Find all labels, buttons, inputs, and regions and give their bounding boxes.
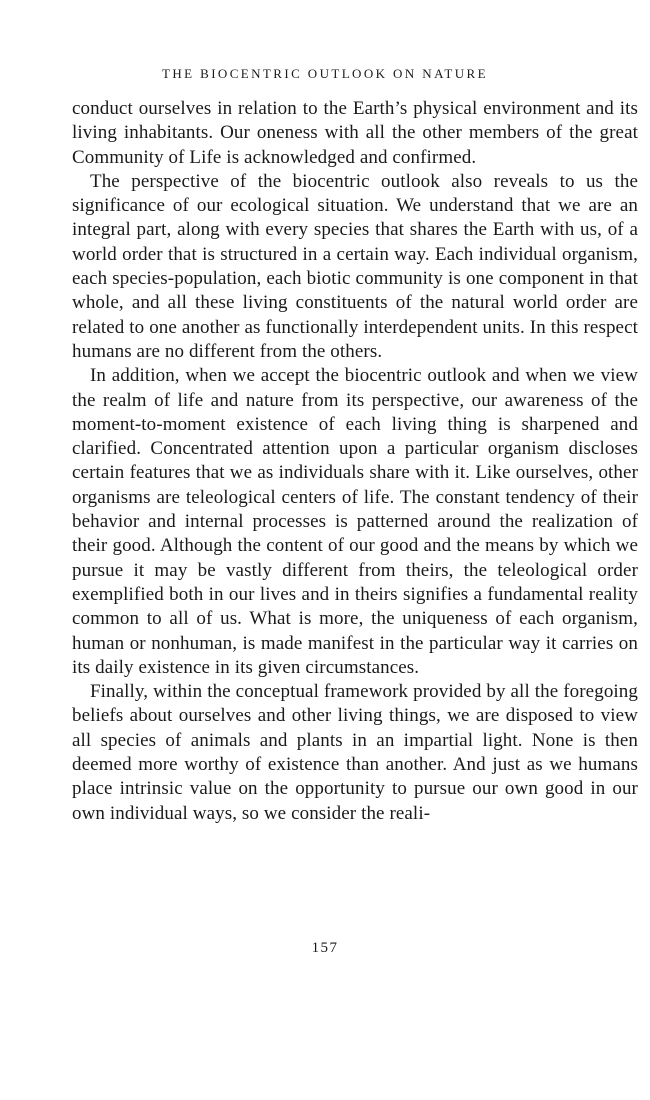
paragraph: The perspective of the biocentric outlook also reveals to us the significance of our ecological situation. We understand that we are an integral part, along with every species that shares the Earth with us, of a world order that is structured in a certain way. Each individual organism, each species-population, each biotic community is one component in that whole, and all these living constituents of the natural world order are related to one another as functionally interdependent units. In this respect humans are no different from the others. bbox=[72, 170, 638, 362]
paragraph: In addition, when we accept the biocentric outlook and when we view the realm of life and nature from its perspective, our awareness of the moment-to-moment existence of each living thing is sharpened and clarified. Concentrated attention upon a particular organism discloses certain features that we as individuals share with it. Like ourselves, other organisms are teleological centers of life. The constant tendency of their behavior and internal processes is patterned around the realization of their good. Although the content of our good and the means by which we pursue it may be vastly different from theirs, the teleological order exemplified both in our lives and in theirs signifies a fundamental reality common to all of us. What is more, the uniqueness of each organism, human or nonhuman, is made manifest in the particular way it carries on its daily existence in its given circumstances. bbox=[72, 365, 638, 678]
paragraph-continuation: conduct ourselves in relation to the Earth’s physical environment and its living inhabitants. Our oneness with all the other members of the great Community of Life is acknowledged and confirmed. bbox=[72, 98, 638, 168]
running-head: THE BIOCENTRIC OUTLOOK ON NATURE bbox=[162, 66, 488, 81]
body-text bbox=[72, 97, 638, 826]
paragraph: Finally, within the conceptual framework provided by all the foregoing beliefs about ourselves and other living things, we are disposed to view all species of animals and plants in an impartial light. None is then deemed more worthy of existence than another. And just as we humans place intrinsic value on the opportunity to pursue our own good in our own individual ways, so we consider the reali- bbox=[72, 681, 638, 824]
page-number: 157 bbox=[311, 940, 339, 956]
